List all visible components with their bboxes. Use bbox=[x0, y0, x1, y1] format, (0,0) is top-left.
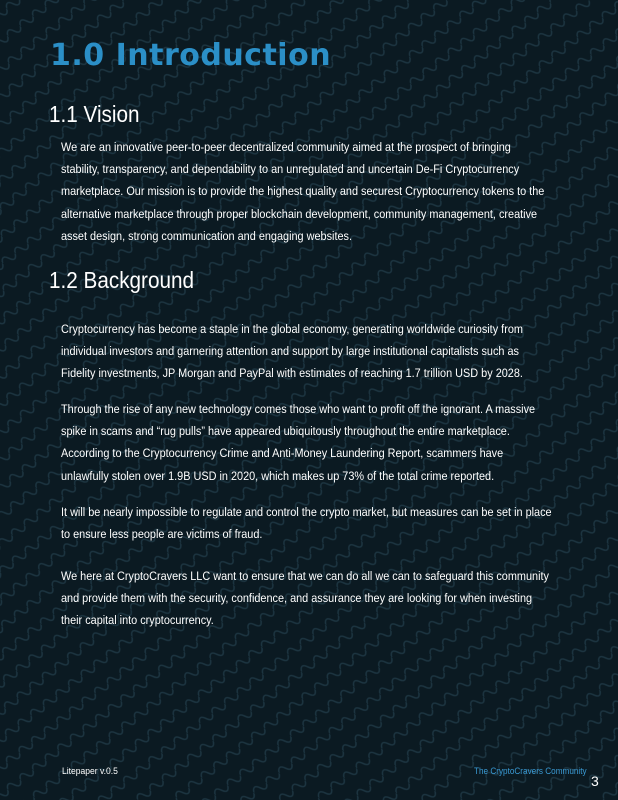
footer-community: The CryptoCravers Community bbox=[474, 766, 587, 777]
background-heading: 1.2 Background bbox=[49, 267, 195, 293]
background-paragraph-1: Cryptocurrency has become a staple in the global economy, generating worldwide curiosity from individual investors and garnering attention and support by large institutional capitalists such as Fidelity investments, JP Morgan and PayPal with estimates of reaching 1.7 trillion USD by 2028. bbox=[61, 322, 523, 381]
background-paragraph-2: Through the rise of any new technology comes those who want to profit off the ignorant. A massive spike in scams and “rug pulls” have appeared ubiquitously throughout the entire marketplace. According to the Cryptocurrency Crime and Anti-Money Laundering Report, scammers have unlawfully stolen over 1.9B USD in 2020, which makes up 73% of the total crime reported. bbox=[61, 402, 536, 483]
vision-paragraph: We are an innovative peer-to-peer decentralized community aimed at the prospect of bringing stability, transparency, and dependability to an unregulated and uncertain De-Fi Cryptocurrency marketplace. Our mission is to provide the highest quality and securest Cryptocurrency tokens to the alternative marketplace through proper blockchain development, community management, creative asset design, strong communication and engaging websites. bbox=[61, 140, 545, 243]
page-number: 3 bbox=[591, 773, 599, 789]
footer-version: Litepaper v.0.5 bbox=[62, 766, 118, 777]
vision-heading: 1.1 Vision bbox=[49, 101, 140, 127]
background-paragraph-3: It will be nearly impossible to regulate and control the crypto market, but measures can be set in place to ensure less people are victims of fraud. bbox=[61, 505, 552, 542]
background-paragraph-4: We here at CryptoCravers LLC want to ensure that we can do all we can to safeguard this community and provide them with the security, confidence, and assurance they are looking for when investing their capital into cryptocurrency. bbox=[61, 569, 549, 628]
section-title: 1.0 Introduction bbox=[50, 38, 332, 73]
